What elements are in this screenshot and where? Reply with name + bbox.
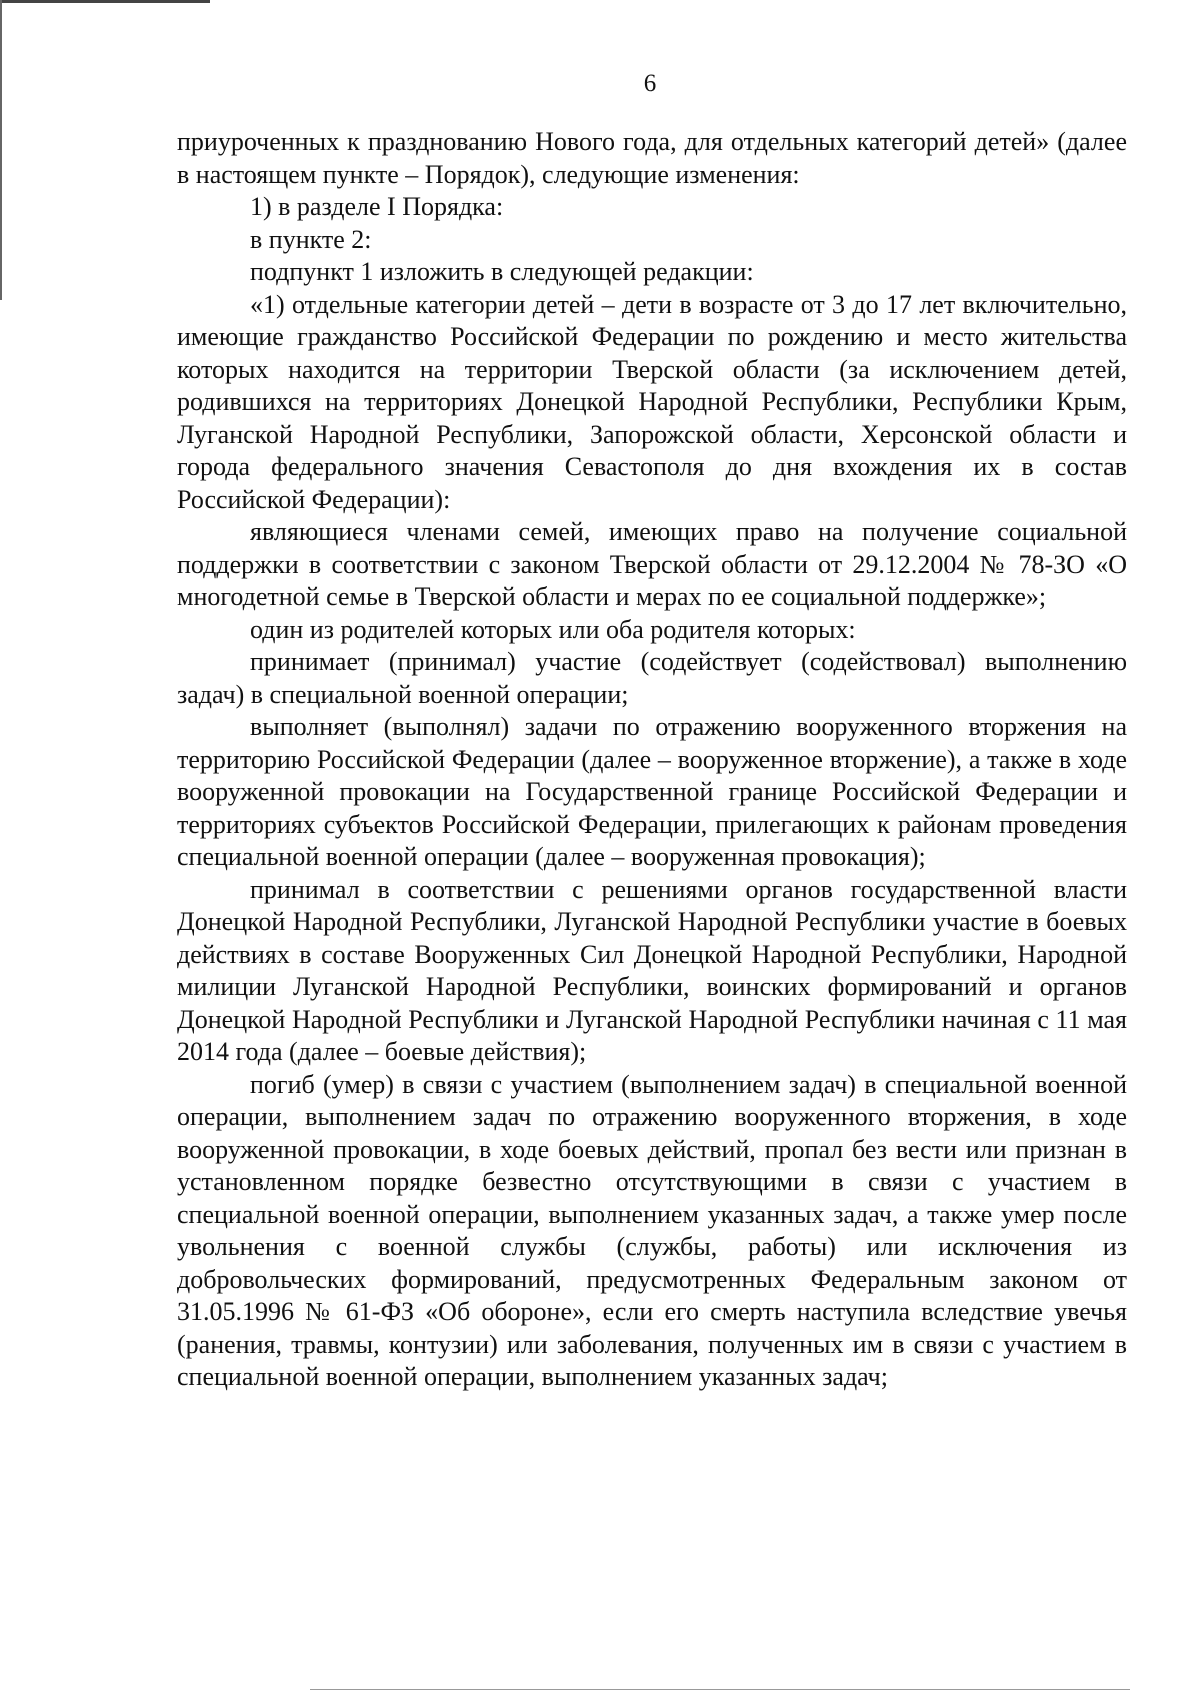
paragraph: в пункте 2:	[250, 224, 372, 254]
paragraph: «1) отдельные категории детей – дети в возрасте от 3 до 17 лет включительно, имеющие гражданство Российской Федерации по рождению и место жительства которых находится на территории Тверской области (за исключением детей, родившихся на территориях Донецкой Народной Республики, Республики Крым, Луганской Народной Республики, Запорожской области, Херсонской области и города федерального значения Севастополя до дня вхождения их в состав Российской Федерации):	[177, 289, 1127, 514]
scan-edge-bottom	[310, 1689, 1130, 1690]
paragraph: принимает (принимал) участие (содействует (содействовал) выполнению задач) в специальной военной операции;	[177, 647, 1127, 709]
paragraph: погиб (умер) в связи с участием (выполнением задач) в специальной военной операции, выполнением задач по отражению вооруженного вторжения, в ходе вооруженной провокации, в ходе боевых действий, пропал без вести или признан в установленном порядке безвестно отсутствующими в связи с участием в специальной военной операции, выполнением указанных задач, а также умер после увольнения с военной службы (службы, работы) или исключения из добровольческих формирований, предусмотренных Федеральным законом от 31.05.1996 № 61-ФЗ «Об обороне», если его смерть наступила вследствие увечья (ранения, травмы, контузии) или заболевания, полученных им в связи с участием в специальной военной операции, выполнением указанных задач;	[177, 1069, 1127, 1391]
paragraph: выполняет (выполнял) задачи по отражению вооруженного вторжения на территорию Российской Федерации (далее – вооруженное вторжение), а также в ходе вооруженной провокации на Государственной границе Российской Федерации и территориях субъектов Российской Федерации, прилегающих к районам проведения специальной военной операции (далее – вооруженная провокация);	[177, 712, 1127, 871]
paragraph: подпункт 1 изложить в следующей редакции:	[250, 257, 754, 286]
paragraph: 1) в разделе I Порядка:	[250, 192, 504, 221]
paragraph: являющиеся членами семей, имеющих право на получение социальной поддержки в соответствии с законом Тверской области от 29.12.2004 № 78-ЗО «О многодетной семье в Тверской области и мерах по ее социальной поддержке»;	[177, 517, 1127, 611]
scan-edge-top	[0, 0, 210, 3]
page-number: 6	[643, 70, 657, 97]
paragraph: один из родителей которых или оба родителя которых:	[250, 614, 856, 644]
paragraph: принимал в соответствии с решениями органов государственной власти Донецкой Народной Республики, Луганской Народной Республики участие в боевых действиях в составе Вооруженных Сил Донецкой Народной Республики, Народной милиции Луганской Народной Республики, воинских формирований и органов Донецкой Народной Республики и Луганской Народной Республики начиная с 11 мая 2014 года (далее – боевые действия);	[177, 874, 1127, 1066]
scan-edge-left	[0, 0, 2, 300]
paragraph: приуроченных к празднованию Нового года, для отдельных категорий детей» (далее в настоящем пункте – Порядок), следующие изменения:	[177, 127, 1127, 189]
document-body	[177, 126, 1127, 1394]
